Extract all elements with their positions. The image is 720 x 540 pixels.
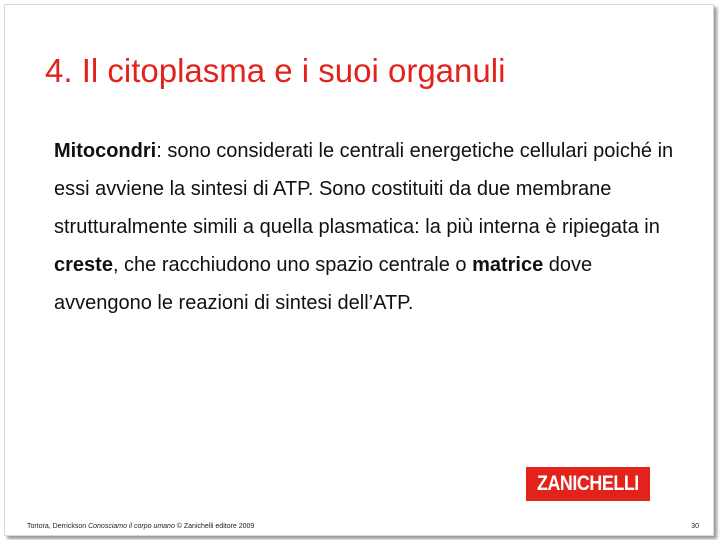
slide-title: 4. Il citoplasma e i suoi organuli (45, 52, 506, 89)
slide (4, 4, 714, 536)
footer-credit (27, 523, 254, 530)
text-part-3: dove avvengono le reazioni di sintesi dell’ATP. (54, 254, 593, 314)
logo-text: ZANICHELLI (537, 472, 639, 495)
text-part-1: : sono considerati le centrali energetiche cellulari poiché in essi avviene la sintesi di ATP. Sono costituiti da due membrane strutturalmente simili a quella plasmatica: la più interna è ripiegata in (54, 140, 674, 238)
term-mitocondri: Mitocondri (54, 140, 157, 162)
text-part-2: , che racchiudono uno spazio centrale o (112, 254, 473, 276)
footer-book-title: Conosciamo il corpo umano (88, 523, 175, 530)
term-matrice: matrice (472, 254, 544, 276)
footer-publisher: © Zanichelli editore 2009 (174, 523, 255, 530)
term-creste: creste (54, 254, 113, 276)
page-number: 30 (691, 523, 699, 530)
footer-authors: Tortora, Derrickson (27, 523, 89, 530)
zanichelli-logo (526, 467, 650, 501)
body-paragraph (54, 132, 694, 322)
